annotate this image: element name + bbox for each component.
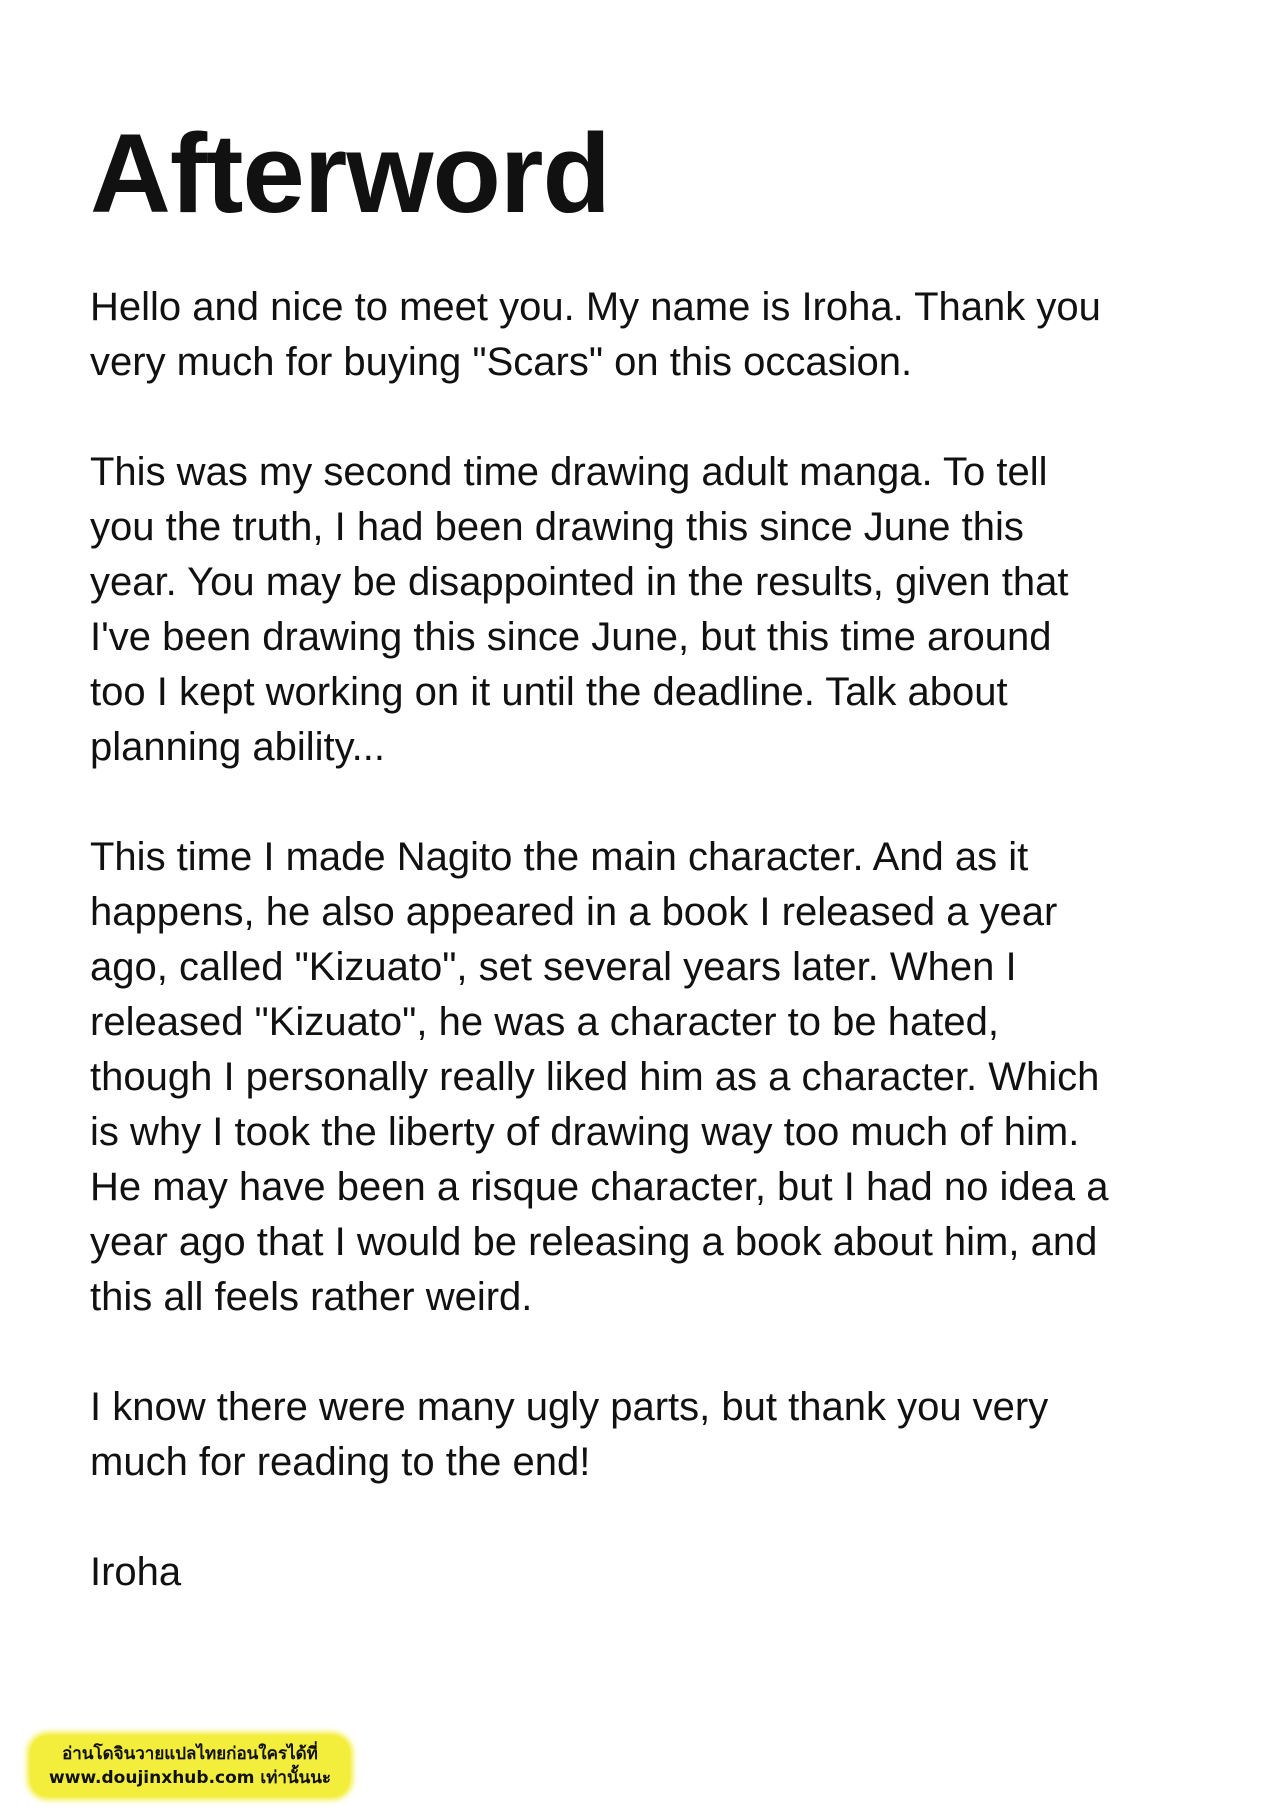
text-line: This time I made Nagito the main character. And as it: [90, 835, 1029, 879]
text-line: planning ability...: [90, 725, 385, 769]
afterword-body: [90, 280, 1200, 1600]
paragraph-thanks: [90, 1380, 1200, 1490]
text-line: year. You may be disappointed in the results, given that: [90, 560, 1069, 604]
text-line: Hello and nice to meet you. My name is Iroha. Thank you: [90, 285, 1101, 329]
watermark-line-thai: อ่านโดจินวายแปลไทยก่อนใครได้ที่: [62, 1744, 318, 1764]
paragraph-drawing-history: [90, 445, 1200, 775]
text-line: much for reading to the end!: [90, 1440, 591, 1484]
paragraph-greeting: [90, 280, 1200, 390]
paragraph-main-character: [90, 830, 1200, 1325]
text-line: This was my second time drawing adult manga. To tell: [90, 450, 1048, 494]
text-line: you the truth, I had been drawing this since June this: [90, 505, 1024, 549]
text-line: I know there were many ugly parts, but thank you very: [90, 1385, 1049, 1429]
text-line: though I personally really liked him as a character. Which: [90, 1055, 1100, 1099]
text-line: He may have been a risque character, but I had no idea a: [90, 1165, 1109, 1209]
text-line: too I kept working on it until the deadline. Talk about: [90, 670, 1008, 714]
text-line: this all feels rather weird.: [90, 1275, 533, 1319]
site-watermark: [30, 1735, 350, 1797]
author-signature: Iroha: [90, 1550, 182, 1594]
text-line: year ago that I would be releasing a book about him, and: [90, 1220, 1098, 1264]
text-line: very much for buying "Scars" on this occasion.: [90, 340, 913, 384]
text-line: is why I took the liberty of drawing way too much of him.: [90, 1110, 1080, 1154]
text-line: ago, called "Kizuato", set several years later. When I: [90, 945, 1017, 989]
text-line: released "Kizuato", he was a character to be hated,: [90, 1000, 999, 1044]
page-title: Afterword: [90, 111, 610, 236]
text-line: happens, he also appeared in a book I released a year: [90, 890, 1058, 934]
watermark-line-url: www.doujinxhub.com เท่านั้นนะ: [49, 1768, 331, 1788]
text-line: I've been drawing this since June, but this time around: [90, 615, 1052, 659]
